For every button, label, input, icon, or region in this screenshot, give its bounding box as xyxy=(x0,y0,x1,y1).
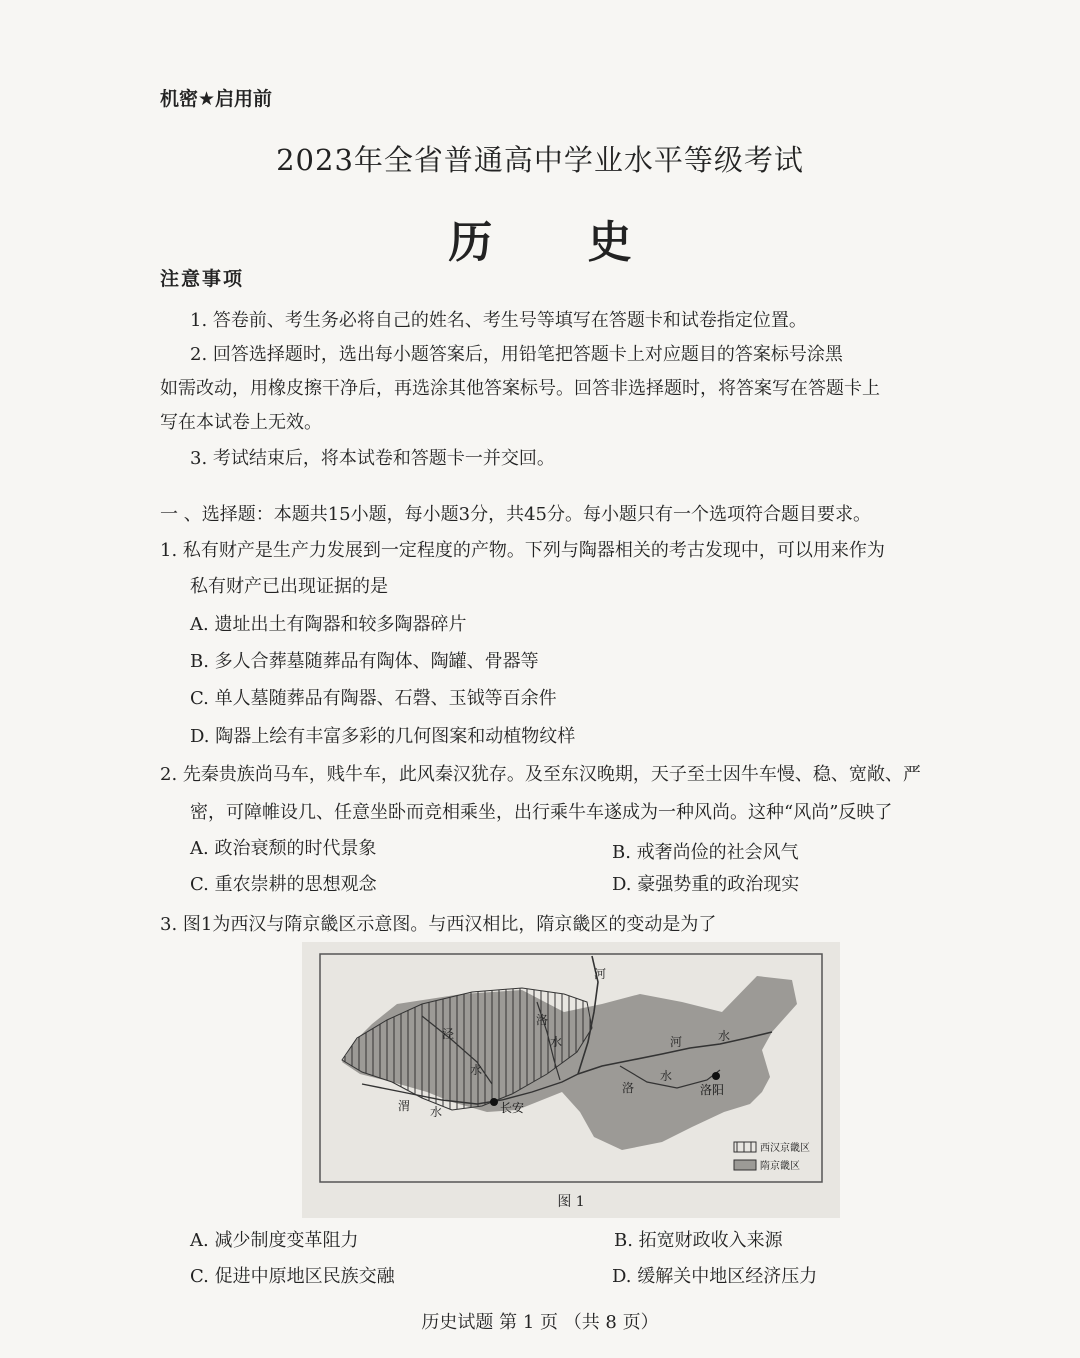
legend-xihan-swatch xyxy=(734,1142,756,1152)
note-item-2-line-1: 2. 回答选择题时，选出每小题答案后，用铅笔把答题卡上对应题目的答案标号涂黑 xyxy=(190,344,843,365)
q2-option-a: A. 政治衰颓的时代景象 xyxy=(190,838,377,859)
q1-option-c: C. 单人墓随葬品有陶器、石磬、玉钺等百余件 xyxy=(190,688,557,709)
label-he-2: 河 xyxy=(670,1035,683,1049)
luoyang-marker xyxy=(712,1072,720,1080)
q2-option-b: B. 戒奢尚俭的社会风气 xyxy=(612,842,799,863)
q1-option-d: D. 陶器上绘有丰富多彩的几何图案和动植物纹样 xyxy=(190,726,576,747)
q3-option-c: C. 促进中原地区民族交融 xyxy=(190,1266,395,1287)
q1-option-a: A. 遗址出土有陶器和较多陶器碎片 xyxy=(190,614,467,635)
note-item-1: 1. 答卷前、考生务必将自己的姓名、考生号等填写在答题卡和试卷指定位置。 xyxy=(190,310,807,331)
page-footer: 历史试题 第 1 页 （共 8 页） xyxy=(421,1312,659,1333)
changan-marker xyxy=(490,1098,498,1106)
confidential-mark: 机密★启用前 xyxy=(160,88,273,110)
legend-sui-swatch xyxy=(734,1160,756,1170)
q3-option-a: A. 减少制度变革阻力 xyxy=(190,1230,359,1251)
label-luo: 洛 xyxy=(536,1013,549,1027)
q2-stem-line-2: 密，可障帷设几、任意坐卧而竞相乘坐，出行乘牛车遂成为一种风尚。这种“风尚”反映了 xyxy=(190,802,893,823)
q2-option-d: D. 豪强势重的政治现实 xyxy=(612,874,800,895)
label-shui-3: 水 xyxy=(430,1105,443,1119)
q3-option-d: D. 缓解关中地区经济压力 xyxy=(612,1266,818,1287)
note-item-3: 3. 考试结束后，将本试卷和答题卡一并交回。 xyxy=(190,448,555,469)
note-item-2-line-3: 写在本试卷上无效。 xyxy=(160,412,322,433)
figure-caption: 图 1 xyxy=(557,1194,585,1210)
q1-stem-line-2: 私有财产已出现证据的是 xyxy=(190,576,388,597)
q1-option-b: B. 多人合葬墓随葬品有陶体、陶罐、骨器等 xyxy=(190,651,539,672)
label-jing: 泾 xyxy=(442,1027,455,1041)
legend-xihan-label: 西汉京畿区 xyxy=(760,1143,810,1154)
label-changan: 长安 xyxy=(500,1101,525,1115)
subject-title: 历 史 xyxy=(448,217,672,268)
label-shui-1: 水 xyxy=(550,1035,563,1049)
q2-stem-line-1: 2. 先秦贵族尚马车，贱牛车，此风秦汉犹存。及至东汉晚期，天子至士因牛车慢、稳、宽敞、严 xyxy=(160,764,921,785)
capital-region-map xyxy=(302,942,840,1218)
label-wei: 渭 xyxy=(398,1099,411,1113)
note-item-2-line-2: 如需改动，用橡皮擦干净后，再选涂其他答案标号。回答非选择题时，将答案写在答题卡上 xyxy=(160,378,880,399)
q1-stem-line-1: 1. 私有财产是生产力发展到一定程度的产物。下列与陶器相关的考古发现中，可以用来作为 xyxy=(160,540,885,561)
label-shui-5: 水 xyxy=(660,1069,673,1083)
exam-title: 2023年全省普通高中学业水平等级考试 xyxy=(276,143,804,177)
q3-stem: 3. 图1为西汉与隋京畿区示意图。与西汉相比，隋京畿区的变动是为了 xyxy=(160,914,717,935)
legend-sui-label: 隋京畿区 xyxy=(760,1161,800,1172)
map-figure xyxy=(302,942,840,1218)
label-luoyang: 洛阳 xyxy=(700,1083,725,1097)
section-heading: 一 、选择题：本题共15小题，每小题3分，共45分。每小题只有一个选项符合题目要求。 xyxy=(160,504,871,525)
label-shui-2: 水 xyxy=(470,1063,483,1077)
q3-option-b: B. 拓宽财政收入来源 xyxy=(614,1230,783,1251)
label-he: 河 xyxy=(594,967,607,981)
label-luo-2: 洛 xyxy=(622,1081,635,1095)
q2-option-c: C. 重农崇耕的思想观念 xyxy=(190,874,377,895)
notes-heading: 注意事项 xyxy=(160,268,245,290)
label-shui-4: 水 xyxy=(718,1029,731,1043)
